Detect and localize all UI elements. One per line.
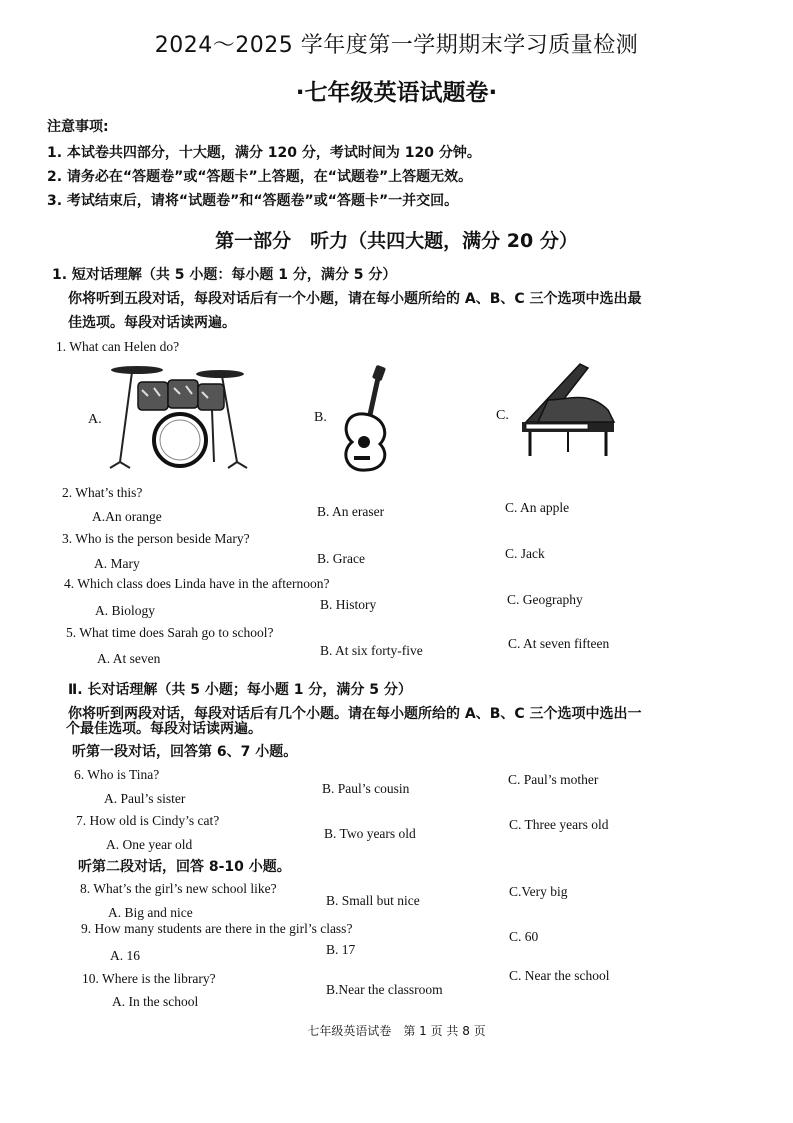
option-c: C. An apple (505, 500, 570, 515)
exam-subtitle: ·七年级英语试题卷· (295, 80, 498, 106)
option-a: A. Mary (94, 556, 140, 571)
guitar-icon (334, 364, 414, 474)
option-b: B. At six forty-five (320, 643, 423, 658)
option-a: A. 16 (110, 948, 140, 963)
section2-heading: Ⅱ. 长对话理解（共 5 小题；每小题 1 分，满分 5 分） (68, 682, 412, 698)
question-4: 4. Which class does Linda have in the afternoon? (64, 576, 330, 591)
part1-title: 第一部分 听力（共四大题，满分 20 分） (215, 230, 578, 252)
section1-heading: 1. 短对话理解（共 5 小题：每小题 1 分，满分 5 分） (52, 267, 397, 283)
section2-instruction: 个最佳选项。每段对话读两遍。 (66, 721, 262, 737)
option-a: A. Big and nice (108, 905, 193, 920)
option-a: A.An orange (92, 509, 162, 524)
option-c: C. Three years old (509, 817, 609, 832)
question-7: 7. How old is Cindy’s cat? (76, 813, 220, 828)
option-c: C. 60 (509, 929, 539, 944)
option-b: B. Small but nice (326, 893, 420, 908)
option-c: C. Near the school (509, 968, 610, 983)
option-b: B. Paul’s cousin (322, 781, 410, 796)
option-c: C. Geography (507, 592, 583, 607)
note-item: 1. 本试卷共四部分，十大题，满分 120 分，考试时间为 120 分钟。 (47, 145, 481, 161)
question-9: 9. How many students are there in the girl’s class? (81, 921, 353, 936)
option-b: B. 17 (326, 942, 356, 957)
note-item: 3. 考试结束后，请将“试题卷”和“答题卷”或“答题卡”一并交回。 (47, 193, 459, 209)
option-a: A. Paul’s sister (104, 791, 186, 806)
question-3: 3. Who is the person beside Mary? (62, 531, 250, 546)
option-c: C. Paul’s mother (508, 772, 599, 787)
section2-instruction: 你将听到两段对话，每段对话后有几个小题。请在每小题所给的 A、B、C 三个选项中选出一 (68, 706, 642, 722)
section1-instruction: 你将听到五段对话，每段对话后有一个小题，请在每小题所给的 A、B、C 三个选项中选出最 (68, 291, 642, 307)
option-b: B. An eraser (317, 504, 385, 519)
question-2: 2. What’s this? (62, 485, 143, 500)
exam-title: 2024～2025 学年度第一学期期末学习质量检测 (154, 33, 639, 58)
option-c: C.Very big (509, 884, 568, 899)
question-6: 6. Who is Tina? (74, 767, 160, 782)
option-a: A. Biology (95, 603, 156, 618)
option-b: B. History (320, 597, 377, 612)
note-item: 2. 请务必在“答题卷”或“答题卡”上答题，在“试题卷”上答题无效。 (47, 169, 473, 185)
option-a: A. In the school (112, 994, 199, 1009)
option-b: B.Near the classroom (326, 982, 443, 997)
question-10: 10. Where is the library? (82, 971, 216, 986)
question-5: 5. What time does Sarah go to school? (66, 625, 274, 640)
option-b: B. Two years old (324, 826, 416, 841)
option-b-label: B. (314, 410, 327, 425)
option-a-label: A. (88, 412, 102, 427)
section1-instruction: 佳选项。每段对话读两遍。 (68, 315, 236, 331)
piano-icon (518, 360, 618, 460)
option-a: A. One year old (106, 837, 193, 852)
dialog2-instruction: 听第二段对话，回答 8-10 小题。 (78, 859, 291, 875)
question-1: 1. What can Helen do? (56, 339, 180, 354)
question-8: 8. What’s the girl’s new school like? (80, 881, 277, 896)
page-footer: 七年级英语试卷 第 1 页 共 8 页 (307, 1024, 486, 1038)
option-c: C. At seven fifteen (508, 636, 610, 651)
dialog1-instruction: 听第一段对话，回答第 6、7 小题。 (72, 744, 298, 760)
notes-title: 注意事项: (47, 119, 109, 135)
option-c: C. Jack (505, 546, 545, 561)
option-c-label: C. (496, 408, 509, 423)
option-b: B. Grace (317, 551, 365, 566)
drum-kit-icon (102, 362, 252, 472)
option-a: A. At seven (97, 651, 161, 666)
